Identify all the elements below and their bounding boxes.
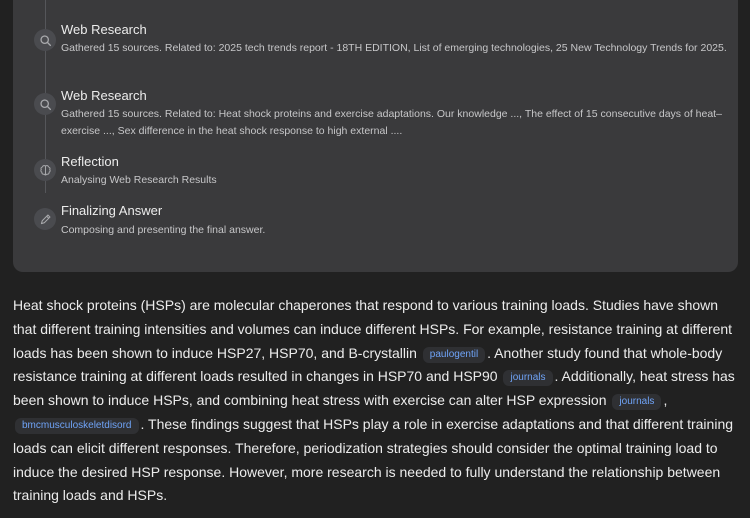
- step-description: Analysing Web Research Results: [61, 174, 217, 186]
- citation-pill[interactable]: bmcmusculoskeletdisord: [15, 418, 139, 434]
- search-icon: [34, 93, 56, 115]
- step-title: Finalizing Answer: [61, 203, 163, 218]
- answer-segment: Heat shock proteins (HSPs) are molecular chaperones that respond to various training loads. Studies have shown that different training intensities and volumes can induce different HSPs. For example, resistance training at different loads has been shown to induce HSP27, HSP70, and B-crystallin: [13, 297, 733, 361]
- citation-pill[interactable]: paulogentil: [423, 347, 485, 363]
- answer-segment: . These findings suggest that HSPs play a role in exercise adaptations and that different training loads can elicit different responses. Therefore, periodization strategies should consider the optimal training load to induce the desired HSP response. However, more research is needed to fully understand the relationship between training loads and HSPs.: [13, 415, 734, 504]
- search-icon: [34, 29, 56, 51]
- step-title: Reflection: [61, 154, 119, 169]
- research-activity-panel: [13, 0, 738, 272]
- step-description: Composing and presenting the final answer.: [61, 224, 266, 236]
- step-title: Web Research: [61, 22, 147, 37]
- answer-segment: . Additionally, heat stress has been shown to induce HSPs, and combining heat stress with exercise can alter HSP expression: [13, 368, 735, 409]
- step-description: Gathered 15 sources. Related to: Heat shock proteins and exercise adaptations. Our knowledge ..., The effect of 15 consecutive days of heat–exercise ..., Sex difference in the heat shock response to high external ....: [61, 108, 722, 137]
- brain-icon: [34, 159, 56, 181]
- citation-pill[interactable]: journals: [503, 370, 552, 386]
- step-description: Gathered 15 sources. Related to: 2025 tech trends report - 18TH EDITION, List of emerging technologies, 25 New Technology Trends for 2025.: [61, 42, 727, 54]
- answer-segment: . Another study found that whole-body resistance training at different loads resulted in changes in HSP70 and HSP90: [13, 344, 723, 385]
- pen-icon: [34, 208, 56, 230]
- answer-segment: ,: [663, 392, 668, 409]
- answer-text: [13, 294, 743, 508]
- step-title: Web Research: [61, 88, 147, 103]
- citation-pill[interactable]: journals: [612, 394, 661, 410]
